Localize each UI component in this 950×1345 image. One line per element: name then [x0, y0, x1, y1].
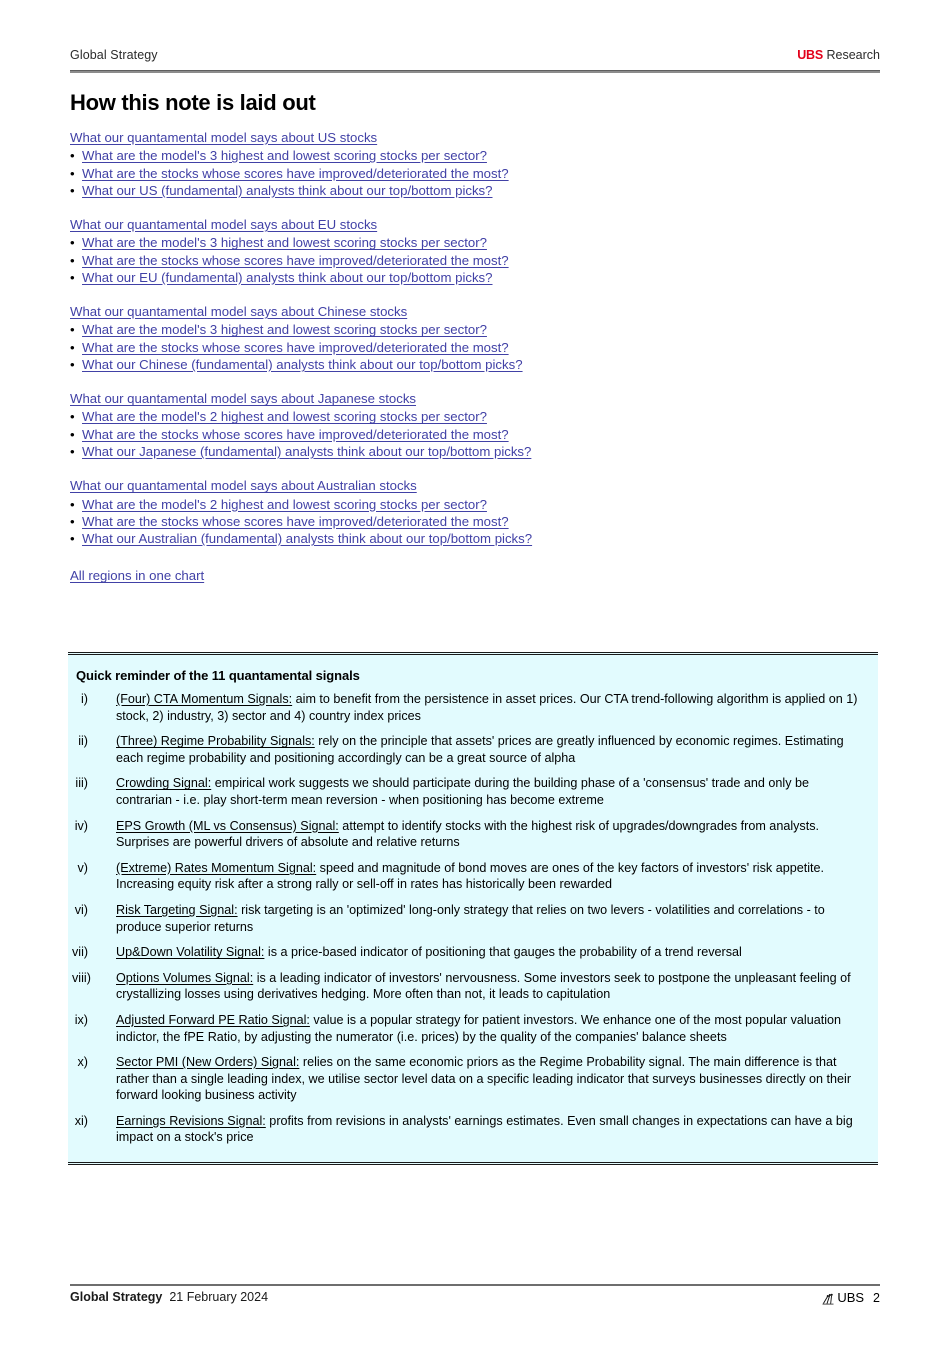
toc-link-china-scoring[interactable]: What are the model's 3 highest and lowest scoring stocks per sector? — [82, 322, 487, 338]
toc-heading — [70, 129, 880, 147]
toc-sub-item — [70, 165, 880, 182]
bullet-glyph: • — [70, 531, 75, 547]
toc-sub-item — [70, 496, 880, 513]
toc-sub-item — [70, 182, 880, 199]
toc-link-us-scoring[interactable]: What are the model's 3 highest and lowest scoring stocks per sector? — [82, 148, 487, 164]
signal-description: rely on the principle that assets' prices are greatly influenced by economic regimes. Estimating each regime probability and positioning accordingly can be a great source of alpha — [116, 734, 844, 765]
signal-body — [116, 1012, 866, 1045]
signal-item — [72, 775, 866, 808]
footer-title: Global Strategy — [70, 1290, 163, 1304]
signal-description: aim to benefit from the persistence in asset prices. Our CTA trend-following algorithm is applied on 1) stock, 2) industry, 3) sector and 4) country index prices — [116, 692, 858, 723]
toc-link-eu-overview[interactable]: What our quantamental model says about EU stocks — [70, 217, 378, 233]
signal-numeral: xi) — [74, 1113, 88, 1128]
toc-sub-item — [70, 426, 880, 443]
signal-body — [116, 1054, 866, 1104]
signal-name: Crowding Signal: — [116, 776, 212, 791]
signal-numeral: vii) — [72, 945, 89, 960]
bullet-glyph: • — [70, 165, 75, 181]
signal-body — [116, 691, 866, 724]
signal-numeral: v) — [77, 860, 88, 875]
signal-item — [72, 691, 866, 724]
toc-heading — [70, 303, 880, 321]
bullet-glyph: • — [70, 235, 75, 251]
ubs-keys-logo-icon — [822, 1292, 835, 1305]
table-of-contents — [70, 129, 880, 585]
signal-name: Sector PMI (New Orders) Signal: — [116, 1055, 300, 1070]
toc-heading — [70, 477, 880, 495]
toc-heading — [70, 390, 880, 408]
signal-name: (Three) Regime Probability Signals: — [116, 734, 315, 749]
header-brand-suffix: Research — [823, 48, 880, 62]
bullet-glyph: • — [70, 339, 75, 355]
signal-name: Risk Targeting Signal: — [116, 902, 238, 917]
signal-description: empirical work suggests we should participate during the building phase of a 'consensus' trade and only be contrarian - i.e. play short-term mean reversion - when positioning has become extreme — [116, 776, 809, 807]
signal-name: (Four) CTA Momentum Signals: — [116, 692, 293, 706]
signal-item — [72, 944, 866, 961]
toc-link-china-analysts[interactable]: What our Chinese (fundamental) analysts think about our top/bottom picks? — [82, 356, 523, 372]
toc-group-china — [70, 303, 880, 373]
signal-name: (Extreme) Rates Momentum Signal: — [116, 860, 317, 875]
ubs-wordmark: UBS — [797, 48, 824, 62]
signal-description: is a price-based indicator of positioning that gauges the probability of a trend reversal — [264, 945, 742, 960]
bullet-glyph: • — [70, 322, 75, 338]
footer-divider — [70, 1284, 880, 1286]
signal-description: profits from revisions in analysts' earnings estimates. Even small changes in expectations can have a big impact on a stock's price — [116, 1113, 853, 1145]
signal-item — [72, 818, 866, 851]
signal-body — [116, 818, 866, 851]
bullet-glyph: • — [70, 182, 75, 198]
footer-page-number: 2 — [873, 1290, 880, 1305]
toc-link-china-improved[interactable]: What are the stocks whose scores have improved/deteriorated the most? — [82, 339, 509, 355]
signals-box-title: Quick reminder of the 11 quantamental signals — [76, 668, 360, 683]
signal-item — [72, 733, 866, 766]
signal-numeral: ix) — [74, 1012, 88, 1027]
toc-sub-item — [70, 252, 880, 269]
header-section-title: Global Strategy — [70, 48, 158, 62]
header-brand — [797, 48, 880, 62]
signal-numeral: x) — [77, 1055, 88, 1070]
signal-numeral: ii) — [78, 734, 88, 749]
bullet-glyph: • — [70, 409, 75, 425]
footer-date: 21 February 2024 — [169, 1290, 269, 1304]
footer-left — [70, 1290, 268, 1304]
signal-body — [116, 902, 866, 935]
signal-body — [116, 733, 866, 766]
toc-link-japan-improved[interactable]: What are the stocks whose scores have improved/deteriorated the most? — [82, 426, 509, 442]
signal-item — [72, 1012, 866, 1045]
signal-name: EPS Growth (ML vs Consensus) Signal: — [116, 818, 339, 833]
bullet-glyph: • — [70, 496, 75, 512]
page-footer — [70, 1290, 880, 1312]
toc-sub-item — [70, 356, 880, 373]
signal-item — [72, 1054, 866, 1104]
signal-description: risk targeting is an 'optimized' long-only strategy that relies on two levers - volatilities and correlations - to produce superior returns — [116, 902, 825, 934]
signal-body — [116, 775, 866, 808]
toc-link-us-overview[interactable]: What our quantamental model says about US stocks — [70, 130, 378, 145]
bullet-glyph: • — [70, 513, 75, 529]
signal-name: Options Volumes Signal: — [116, 970, 254, 985]
signal-item — [72, 970, 866, 1003]
toc-sub-item — [70, 269, 880, 286]
toc-link-australia-improved[interactable]: What are the stocks whose scores have improved/deteriorated the most? — [82, 513, 509, 529]
bullet-glyph: • — [70, 356, 75, 372]
signal-body — [116, 1113, 866, 1146]
quantamental-signals-box — [68, 652, 878, 1165]
toc-sub-item — [70, 530, 880, 547]
signal-description: is a leading indicator of investors' nervousness. Some investors seek to postpone the unpleasant feeling of crystallizing losses using derivatives hedging. More often than not, it leads to capitulation — [116, 970, 851, 1002]
signal-numeral: iii) — [75, 776, 88, 791]
toc-link-eu-scoring[interactable]: What are the model's 3 highest and lowest scoring stocks per sector? — [82, 235, 487, 251]
toc-link-eu-improved[interactable]: What are the stocks whose scores have improved/deteriorated the most? — [82, 252, 509, 268]
toc-sub-item — [70, 513, 880, 530]
toc-group-japan — [70, 390, 880, 460]
bullet-glyph: • — [70, 444, 75, 460]
signal-body — [116, 860, 866, 893]
signal-numeral: viii) — [72, 970, 91, 985]
toc-sub-item — [70, 443, 880, 460]
signal-name: Earnings Revisions Signal: — [116, 1113, 266, 1128]
toc-link-us-improved[interactable]: What are the stocks whose scores have improved/deteriorated the most? — [82, 165, 509, 181]
toc-sub-item — [70, 234, 880, 251]
bullet-glyph: • — [70, 426, 75, 442]
toc-sub-item — [70, 339, 880, 356]
toc-heading — [70, 216, 880, 234]
signal-description: value is a popular strategy for patient investors. We enhance one of the most popular valuation indictor, the fPE Ratio, by adjusting the numerator (i.e. prices) by the quality of the companies' balance sheets — [116, 1012, 842, 1044]
toc-link-china-overview[interactable]: What our quantamental model says about Chinese stocks — [70, 304, 408, 320]
toc-link-japan-analysts[interactable]: What our Japanese (fundamental) analysts think about our top/bottom picks? — [82, 444, 532, 460]
toc-link-all-regions-chart[interactable]: All regions in one chart — [70, 568, 205, 584]
toc-link-eu-analysts[interactable]: What our EU (fundamental) analysts think about our top/bottom picks? — [82, 269, 493, 285]
signal-numeral: i) — [81, 692, 88, 706]
bullet-glyph: • — [70, 252, 75, 268]
signal-item — [72, 1113, 866, 1146]
toc-link-australia-analysts[interactable]: What our Australian (fundamental) analysts think about our top/bottom picks? — [82, 531, 533, 547]
toc-group-eu — [70, 216, 880, 286]
signal-name: Up&Down Volatility Signal: — [116, 945, 265, 960]
toc-standalone-link-row — [70, 567, 880, 585]
signal-item — [72, 902, 866, 935]
signal-numeral: iv) — [74, 818, 88, 833]
signal-description: attempt to identify stocks with the highest risk of upgrades/downgrades from analysts. Surprises are powerful drivers of absolute and relative returns — [116, 818, 820, 850]
footer-ubs-wordmark: UBS — [837, 1290, 865, 1305]
page-title: How this note is laid out — [70, 90, 316, 115]
signal-name: Adjusted Forward PE Ratio Signal: — [116, 1012, 310, 1027]
toc-link-australia-overview[interactable]: What our quantamental model says about Australian stocks — [70, 478, 417, 494]
signal-body — [116, 944, 866, 961]
toc-sub-item — [70, 321, 880, 338]
toc-link-japan-overview[interactable]: What our quantamental model says about Japanese stocks — [70, 391, 417, 407]
header-divider — [70, 70, 880, 73]
toc-sub-item — [70, 147, 880, 164]
footer-right — [822, 1290, 880, 1305]
bullet-glyph: • — [70, 148, 75, 164]
signal-body — [116, 970, 866, 1003]
toc-sub-item — [70, 408, 880, 425]
signal-item — [72, 860, 866, 893]
bullet-glyph: • — [70, 269, 75, 285]
toc-link-australia-scoring[interactable]: What are the model's 2 highest and lowest scoring stocks per sector? — [82, 496, 487, 512]
toc-group-us — [70, 129, 880, 199]
signal-numeral: vi) — [74, 902, 88, 917]
signal-description: speed and magnitude of bond moves are ones of the key factors of investors' risk appetite. Increasing equity risk after a strong rally or sell-off in rates has historically been rewarded — [116, 860, 825, 892]
signal-description: relies on the same economic priors as the Regime Probability signal. The main difference is that rather than a single leading index, we utilise sector level data on a specific leading indicator that surveys businesses directly on their forward looking business activity — [116, 1055, 852, 1103]
toc-link-us-analysts[interactable]: What our US (fundamental) analysts think about our top/bottom picks? — [82, 182, 493, 198]
toc-group-australia — [70, 477, 880, 547]
toc-link-japan-scoring[interactable]: What are the model's 2 highest and lowest scoring stocks per sector? — [82, 409, 487, 425]
